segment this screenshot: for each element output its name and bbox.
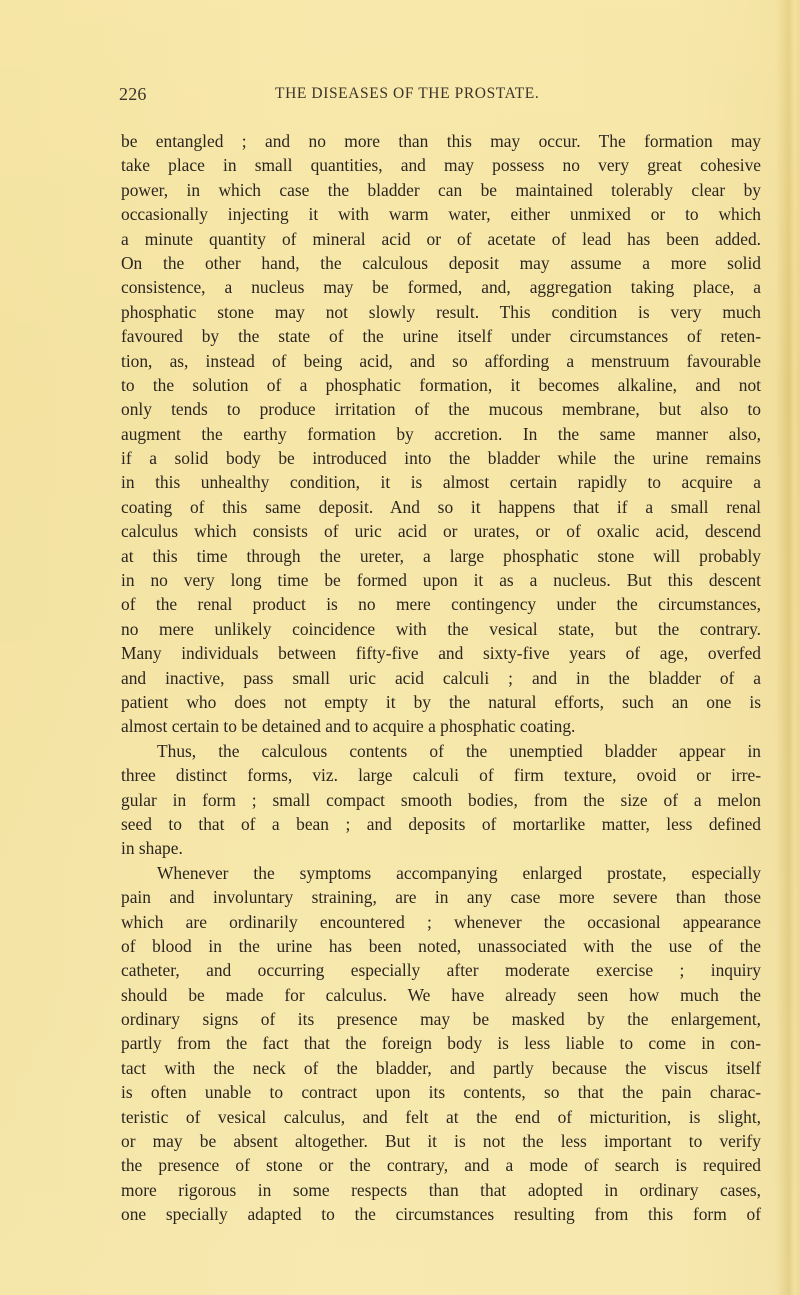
text-line: one specially adapted to the circumstances resulting from this form of — [121, 1204, 761, 1225]
text-line: which are ordinarily encountered ; whenever the occasional appearance — [121, 911, 761, 932]
paragraph — [121, 861, 761, 1227]
text-line: in no very long time be formed upon it as a nucleus. But this descent — [121, 570, 761, 591]
text-line: consistence, a nucleus may be formed, and, aggregation taking place, a — [121, 277, 761, 298]
text-line: of blood in the urine has been noted, unassociated with the use of the — [121, 935, 761, 956]
body-text — [121, 129, 761, 1227]
text-line: the presence of stone or the contrary, and a mode of search is required — [121, 1155, 761, 1176]
text-line: favoured by the state of the urine itself under circumstances of reten- — [121, 326, 761, 347]
text-line: On the other hand, the calculous deposit may assume a more solid — [121, 252, 761, 273]
text-line: almost certain to be detained and to acquire a phosphatic coating. — [121, 716, 576, 737]
text-line: is often unable to contract upon its contents, so that the pain charac- — [121, 1082, 761, 1103]
text-line: tion, as, instead of being acid, and so affording a menstruum favourable — [121, 350, 761, 371]
text-line: of the renal product is no mere contingency under the circumstances, — [121, 594, 761, 615]
text-line: three distinct forms, viz. large calculi of firm texture, ovoid or irre- — [121, 765, 761, 786]
text-line: power, in which case the bladder can be maintained tolerably clear by — [121, 179, 761, 200]
text-line: a minute quantity of mineral acid or of acetate of lead has been added. — [121, 228, 761, 249]
text-line: occasionally injecting it with warm water, either unmixed or to which — [121, 204, 761, 225]
text-line: and inactive, pass small uric acid calculi ; and in the bladder of a — [121, 667, 761, 688]
running-title: THE DISEASES OF THE PROSTATE. — [275, 85, 540, 102]
text-line: gular in form ; small compact smooth bodies, from the size of a melon — [121, 789, 761, 810]
text-line: be entangled ; and no more than this may occur. The formation may — [121, 131, 761, 151]
page-number: 226 — [119, 84, 147, 104]
text-line: to the solution of a phosphatic formation, it becomes alkaline, and not — [121, 374, 761, 395]
text-line: or may be absent altogether. But it is not the less important to verify — [121, 1131, 761, 1152]
text-line: phosphatic stone may not slowly result. This condition is very much — [121, 301, 761, 322]
text-line: if a solid body be introduced into the bladder while the urine remains — [121, 448, 761, 469]
text-line: take place in small quantities, and may possess no very great cohesive — [121, 155, 761, 176]
running-head — [119, 84, 759, 108]
text-line: Whenever the symptoms accompanying enlarged prostate, especially — [157, 862, 761, 883]
text-line: in this unhealthy condition, it is almost certain rapidly to acquire a — [121, 472, 761, 493]
text-line: coating of this same deposit. And so it happens that if a small renal — [121, 496, 761, 517]
text-line: partly from the fact that the foreign body is less liable to come in con- — [121, 1033, 761, 1054]
text-line: at this time through the ureter, a large phosphatic stone will probably — [121, 545, 761, 566]
text-line: in shape. — [121, 838, 183, 859]
text-line: ordinary signs of its presence may be masked by the enlargement, — [121, 1009, 761, 1030]
paragraph — [121, 129, 761, 739]
text-line: only tends to produce irritation of the mucous membrane, but also to — [121, 399, 761, 420]
text-line: catheter, and occurring especially after moderate exercise ; inquiry — [121, 960, 761, 981]
text-line: tact with the neck of the bladder, and partly because the viscus itself — [121, 1057, 761, 1078]
text-line: patient who does not empty it by the natural efforts, such an one is — [121, 691, 761, 712]
text-line: no mere unlikely coincidence with the vesical state, but the contrary. — [121, 618, 761, 639]
paragraph — [121, 739, 761, 861]
text-line: Thus, the calculous contents of the unemptied bladder appear in — [157, 740, 761, 761]
text-line: calculus which consists of uric acid or urates, or of oxalic acid, descend — [121, 521, 761, 542]
text-line: augment the earthy formation by accretion. In the same manner also, — [121, 423, 761, 444]
text-line: more rigorous in some respects than that adopted in ordinary cases, — [121, 1179, 761, 1200]
text-line: Many individuals between fifty-five and sixty-five years of age, overfed — [121, 643, 761, 664]
text-line: seed to that of a bean ; and deposits of mortarlike matter, less defined — [121, 813, 761, 834]
text-line: teristic of vesical calculus, and felt at the end of micturition, is slight, — [121, 1106, 761, 1127]
text-line: should be made for calculus. We have already seen how much the — [121, 984, 761, 1005]
text-line: pain and involuntary straining, are in any case more severe than those — [121, 887, 761, 908]
